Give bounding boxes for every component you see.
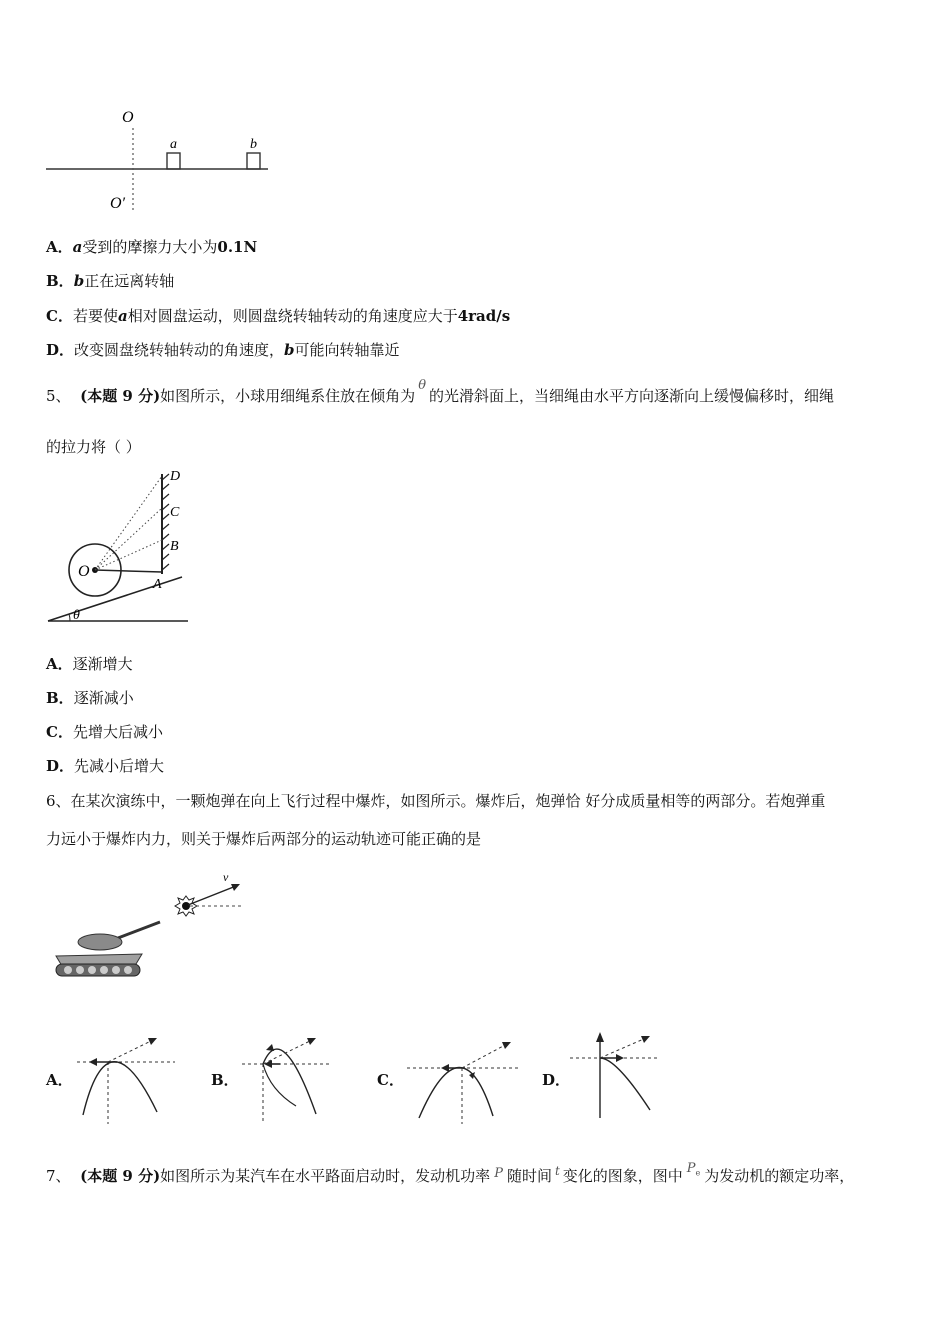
q7-stem-line1: 7、 (本题 9 分)如图所示为某汽车在水平路面启动时，发动机功率 P 随时间 $^t$ 变化的图象，图中 $P_e$ 为发动机的额定功率， <box>46 1161 855 1185</box>
q6-trajectory-a[interactable] <box>75 1030 185 1125</box>
incline-ball-figure <box>40 462 200 630</box>
label-v: v <box>223 870 229 884</box>
symbol-pe: $P_e$ <box>686 1161 701 1178</box>
label-A: A <box>153 577 162 592</box>
q4-option-c[interactable]: C．若要使a相对圆盘运动，则圆盘绕转轴转动的角速度应大于4rad/s <box>46 307 511 325</box>
q5-option-c[interactable]: C．先增大后减小 <box>46 723 163 741</box>
q4-option-b[interactable]: B．b正在远离转轴 <box>46 272 175 290</box>
rotating-disk-figure <box>40 100 280 218</box>
label-B: B <box>170 539 179 554</box>
label-b: b <box>250 137 257 152</box>
q5-stem-line1: 5、 (本题 9 分)如图所示，小球用细绳系住放在倾角为θ的光滑斜面上，当细绳由水平方向逐渐向上缓慢偏移时，细绳 <box>46 378 835 405</box>
q6-option-d[interactable]: D． <box>542 1071 571 1089</box>
theta-symbol: θ <box>418 378 427 393</box>
q6-option-a[interactable]: A． <box>46 1071 73 1089</box>
q5-stem-line2: 的拉力将（ ） <box>46 438 141 456</box>
explosion-icon <box>175 896 197 916</box>
symbol-t: t <box>554 1164 560 1178</box>
q5-option-a[interactable]: A．逐渐增大 <box>46 655 133 673</box>
q6-trajectory-c[interactable] <box>405 1030 525 1125</box>
q4-option-d[interactable]: D．改变圆盘绕转轴转动的角速度，b可能向转轴靠近 <box>46 341 400 359</box>
tank-explosion-figure <box>48 868 253 983</box>
label-o-prime: O′ <box>110 195 126 212</box>
block-b <box>247 153 260 169</box>
label-theta: θ <box>73 608 80 623</box>
velocity-arrow <box>188 886 236 905</box>
q6-option-b[interactable]: B． <box>211 1071 239 1089</box>
tank-icon <box>56 922 160 976</box>
rope-dotted-lines <box>95 476 162 570</box>
block-a <box>167 153 180 169</box>
label-o: O <box>122 109 134 126</box>
q5-option-b[interactable]: B．逐渐减小 <box>46 689 134 707</box>
q6-stem-line1: 6、在某次演练中，一颗炮弹在向上飞行过程中爆炸，如图所示。爆炸后，炮弹恰 好分成质量相等的两部分。若炮弹重 <box>46 792 826 810</box>
wall-hatching <box>162 474 169 570</box>
q6-trajectory-d[interactable] <box>568 1030 668 1125</box>
q4-option-a[interactable]: A．a受到的摩擦力大小为0.1N <box>46 238 258 256</box>
q6-stem-line2: 力远小于爆炸内力，则关于爆炸后两部分的运动轨迹可能正确的是 <box>46 830 482 848</box>
q6-option-c[interactable]: C． <box>377 1071 404 1089</box>
angle-arc <box>69 614 70 621</box>
label-O: O <box>78 563 90 580</box>
incline-line <box>48 577 182 621</box>
label-D: D <box>170 469 181 484</box>
label-a: a <box>170 137 177 152</box>
label-C: C <box>170 505 180 520</box>
symbol-p: P <box>494 1166 503 1181</box>
rope-horizontal <box>95 570 162 572</box>
q5-option-d[interactable]: D．先减小后增大 <box>46 757 165 775</box>
q6-trajectory-b[interactable] <box>240 1030 340 1125</box>
